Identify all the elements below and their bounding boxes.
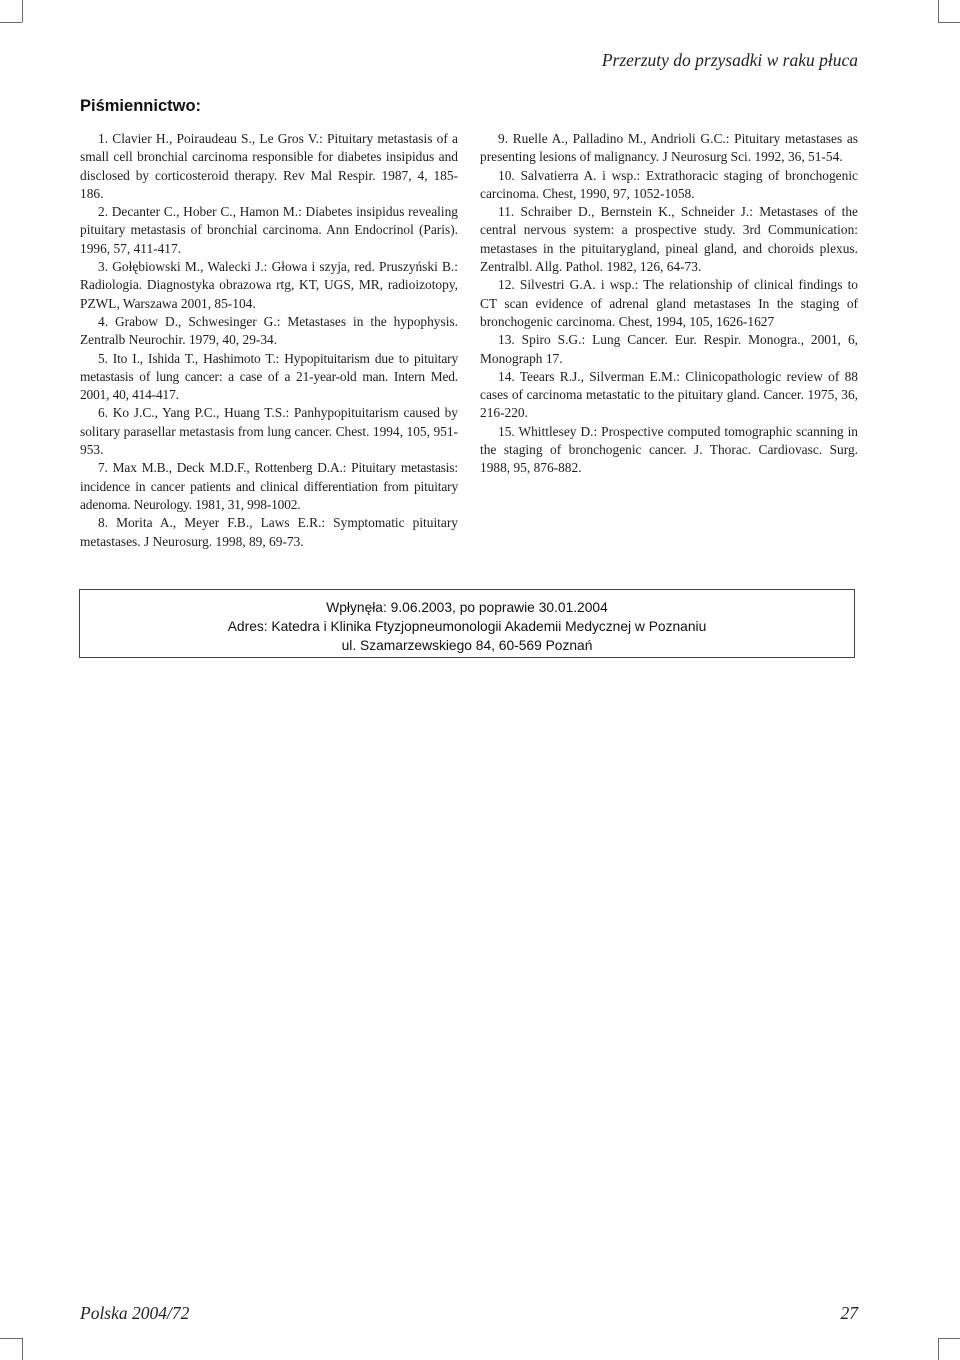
running-title: Przerzuty do przysadki w raku płuca [601, 50, 858, 70]
crop-mark [938, 1338, 960, 1339]
reference-item: 13. Spiro S.G.: Lung Cancer. Eur. Respir. Monogra., 2001, 6, Monograph 17. [480, 332, 858, 366]
reference-item: 3. Gołębiowski M., Walecki J.: Głowa i szyja, red. Pruszyński B.: Radiologia. Diagnostyka obrazowa rtg, KT, UGS, MR, radioizotopy, PZWL, Warszawa 2001, 85-104. [80, 259, 458, 311]
reference-item: 11. Schraiber D., Bernstein K., Schneider J.: Metastases of the central nervous system: a prospective study. 3rd Communication: metastases in the pituitarygland, pineal gland, and choroids plexus. Zentralbl. Allg. Pathol. 1982, 126, 64-73. [480, 204, 858, 275]
reference-item: 1. Clavier H., Poiraudeau S., Le Gros V.: Pituitary metastasis of a small cell bronchial carcinoma responsible for diabetes insipidus and disclosed by corticosteroid therapy. Rev Mal Respir. 1987, 4, 185-186. [80, 131, 458, 201]
crop-mark [0, 1338, 22, 1339]
address-line: ul. Szamarzewskiego 84, 60-569 Poznań [341, 638, 593, 653]
reference-item: 6. Ko J.C., Yang P.C., Huang T.S.: Panhypopituitarism caused by solitary parasellar metastasis from lung cancer. Chest. 1994, 105, 951-953. [80, 405, 458, 458]
section-heading: Piśmiennictwo: [80, 97, 202, 115]
crop-mark [938, 22, 960, 23]
reference-item: 8. Morita A., Meyer F.B., Laws E.R.: Symptomatic pituitary metastases. J Neurosurg. 1998, 89, 69-73. [80, 515, 458, 549]
reference-item: 10. Salvatierra A. i wsp.: Extrathoracic staging of bronchogenic carcinoma. Chest, 1990, 97, 1052-1058. [480, 167, 858, 201]
references-column-left [80, 130, 458, 551]
reference-item: 12. Silvestri G.A. i wsp.: The relationship of clinical findings to CT scan evidence of adrenal gland metastases In the staging of bronchogenic carcinoma. Chest, 1994, 105, 1626-1627 [480, 277, 858, 329]
reference-item: 4. Grabow D., Schwesinger G.: Metastases in the hypophysis. Zentralb Neurochir. 1979, 40, 29-34. [80, 313, 458, 348]
references-column-right [480, 130, 858, 478]
received-date: Wpłynęła: 9.06.2003, po poprawie 30.01.2004 [326, 600, 608, 615]
address-line: Adres: Katedra i Klinika Ftyzjopneumonologii Akademii Medycznej w Poznaniu [227, 619, 707, 634]
page-number: 27 [840, 1303, 858, 1323]
reference-item: 7. Max M.B., Deck M.D.F., Rottenberg D.A.: Pituitary metastasis: incidence in cancer patients and clinical differentiation from pituitary adenoma. Neurology. 1981, 31, 998-1002. [80, 460, 458, 512]
reference-item: 14. Teears R.J., Silverman E.M.: Clinicopathologic review of 88 cases of carcinoma metastatic to the pituitary gland. Cancer. 1975, 36, 216-220. [480, 368, 858, 421]
reference-item: 9. Ruelle A., Palladino M., Andrioli G.C.: Pituitary metastases as presenting lesions of malignancy. J Neurosurg Sci. 1992, 36, 51-54. [480, 131, 858, 165]
crop-mark [22, 0, 23, 22]
crop-mark [938, 1338, 939, 1360]
crop-mark [0, 22, 22, 23]
reference-item: 15. Whittlesey D.: Prospective computed tomographic scanning in the staging of bronchogenic cancer. J. Thorac. Cardiovasc. Surg. 1988, 95, 876-882. [480, 423, 858, 476]
reference-item: 5. Ito I., Ishida T., Hashimoto T.: Hypopituitarism due to pituitary metastasis of lung cancer: a case of a 21-year-old man. Intern Med. 2001, 40, 414-417. [80, 350, 458, 403]
journal-footer: Polska 2004/72 [80, 1303, 190, 1323]
crop-mark [22, 1338, 23, 1360]
reference-item: 2. Decanter C., Hober C., Hamon M.: Diabetes insipidus revealing pituitary metastasis of bronchial carcinoma. Ann Endocrinol (Paris). 1996, 57, 411-417. [80, 204, 458, 256]
crop-mark [938, 0, 939, 22]
correspondence-box [79, 589, 855, 658]
